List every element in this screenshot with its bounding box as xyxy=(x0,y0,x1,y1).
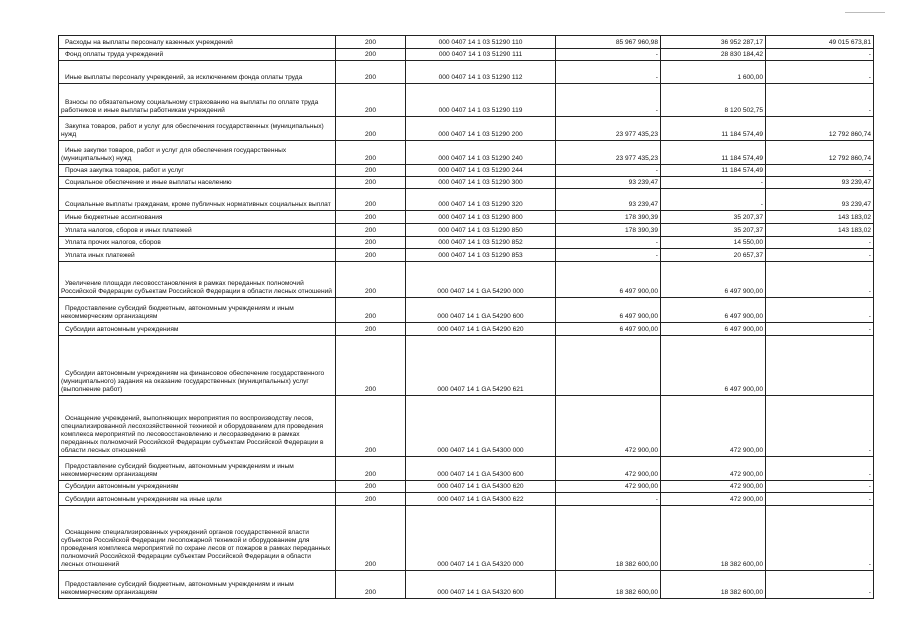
row-approved-text: 18 382 600,00 xyxy=(615,561,658,568)
row-kbk-text: 000 0407 14 1 GA 54300 600 xyxy=(437,471,524,478)
row-code-text: 200 xyxy=(364,155,376,162)
row-executed-text: 18 382 600,00 xyxy=(720,589,763,596)
row-executed-text: 472 900,00 xyxy=(729,496,763,503)
row-name-text: Взносы по обязательному социальному страхованию на выплаты по оплате труда работников и иные выплаты работникам учреждений xyxy=(61,99,319,114)
row-approved xyxy=(556,49,661,61)
row-name xyxy=(59,36,336,49)
row-unexecuted xyxy=(766,61,874,84)
row-code xyxy=(336,323,406,336)
table-row xyxy=(59,262,874,298)
row-unexecuted xyxy=(766,117,874,141)
row-executed-text: 6 497 900,00 xyxy=(724,313,763,320)
row-approved-text: 472 900,00 xyxy=(624,447,658,454)
row-executed-text: 35 207,37 xyxy=(733,214,763,221)
row-name-text: Оснащение учреждений, выполняющих мероприятия по воспроизводству лесов, специализированной лесохозяйственной техникой и оборудованием для проведения комплекса мероприятий по лесовосстановлению и лесоразведению в рамках переданных полномочий Российской Федерации субъектам Российской Федерации в области лесных отношений xyxy=(61,415,324,454)
scan-artifact xyxy=(845,12,885,13)
row-executed-text: 472 900,00 xyxy=(729,447,763,454)
row-code xyxy=(336,493,406,506)
row-code xyxy=(336,457,406,481)
row-approved-text: 178 390,39 xyxy=(624,227,658,234)
row-unexecuted-text: - xyxy=(868,74,871,81)
row-unexecuted xyxy=(766,49,874,61)
row-kbk xyxy=(406,396,556,457)
row-kbk xyxy=(406,224,556,237)
row-name-text: Иные бюджетные ассигнования xyxy=(65,214,163,221)
row-name xyxy=(59,249,336,262)
row-name-text: Субсидии автономным учреждениям xyxy=(65,483,179,490)
row-kbk xyxy=(406,336,556,396)
row-kbk-text: 000 0407 14 1 GA 54290 600 xyxy=(437,313,524,320)
row-executed xyxy=(661,61,766,84)
row-unexecuted xyxy=(766,249,874,262)
row-code-text: 200 xyxy=(364,239,376,246)
row-executed xyxy=(661,571,766,599)
row-unexecuted xyxy=(766,141,874,165)
row-executed xyxy=(661,481,766,493)
row-approved-text: - xyxy=(655,74,658,81)
row-kbk-text: 000 0407 14 1 GA 54290 621 xyxy=(437,386,524,393)
table-row xyxy=(59,177,874,189)
row-name-text: Субсидии автономным учреждениям xyxy=(65,326,179,333)
row-kbk xyxy=(406,493,556,506)
row-unexecuted-text: - xyxy=(868,471,871,478)
row-unexecuted xyxy=(766,262,874,298)
row-code-text: 200 xyxy=(364,39,376,46)
row-kbk-text: 000 0407 14 1 03 51290 111 xyxy=(438,51,523,58)
row-name-text: Фонд оплаты труда учреждений xyxy=(65,51,164,58)
row-code-text: 200 xyxy=(364,483,376,490)
row-name-text: Предоставление субсидий бюджетным, автономным учреждениям и иным некоммерческим организациям xyxy=(61,305,294,320)
row-kbk-text: 000 0407 14 1 GA 54320 600 xyxy=(437,589,524,596)
row-code-text: 200 xyxy=(364,227,376,234)
row-code xyxy=(336,336,406,396)
row-name-text: Уплата прочих налогов, сборов xyxy=(65,239,161,246)
row-approved-text: - xyxy=(655,239,658,246)
row-name-text: Уплата налогов, сборов и иных платежей xyxy=(65,227,192,234)
row-name xyxy=(59,189,336,211)
row-approved xyxy=(556,571,661,599)
row-code xyxy=(336,506,406,571)
row-kbk-text: 000 0407 14 1 03 51290 320 xyxy=(438,201,523,208)
row-name xyxy=(59,84,336,117)
row-unexecuted xyxy=(766,189,874,211)
row-code-text: 200 xyxy=(364,131,376,138)
row-name xyxy=(59,298,336,323)
row-name xyxy=(59,493,336,506)
row-executed-text: 6 497 900,00 xyxy=(724,386,763,393)
row-executed xyxy=(661,36,766,49)
row-executed xyxy=(661,298,766,323)
row-code xyxy=(336,49,406,61)
row-approved xyxy=(556,165,661,177)
row-kbk-text: 000 0407 14 1 GA 54320 000 xyxy=(437,561,524,568)
row-approved-text: 6 497 900,00 xyxy=(619,313,658,320)
row-code xyxy=(336,165,406,177)
row-executed xyxy=(661,165,766,177)
row-approved-text: - xyxy=(655,51,658,58)
row-unexecuted-text: - xyxy=(868,239,871,246)
row-code-text: 200 xyxy=(364,201,376,208)
row-executed xyxy=(661,211,766,224)
row-code xyxy=(336,141,406,165)
row-executed-text: 11 184 574,49 xyxy=(721,131,763,138)
row-unexecuted xyxy=(766,298,874,323)
row-executed-text: - xyxy=(760,201,763,208)
row-code-text: 200 xyxy=(364,471,376,478)
row-executed-text: 472 900,00 xyxy=(729,483,763,490)
row-kbk xyxy=(406,36,556,49)
row-executed-text: - xyxy=(760,179,763,186)
row-kbk xyxy=(406,571,556,599)
table-row xyxy=(59,211,874,224)
row-kbk xyxy=(406,481,556,493)
row-executed xyxy=(661,396,766,457)
row-kbk-text: 000 0407 14 1 03 51290 119 xyxy=(438,107,523,114)
row-code-text: 200 xyxy=(364,496,376,503)
row-name xyxy=(59,396,336,457)
row-name xyxy=(59,237,336,249)
row-unexecuted-text: - xyxy=(868,51,871,58)
row-name xyxy=(59,117,336,141)
row-executed-text: 18 382 600,00 xyxy=(720,561,763,568)
row-approved xyxy=(556,506,661,571)
row-executed-text: 472 900,00 xyxy=(729,471,763,478)
table-row xyxy=(59,457,874,481)
row-name xyxy=(59,481,336,493)
row-approved-text: - xyxy=(655,167,658,174)
row-approved xyxy=(556,177,661,189)
row-unexecuted-text: - xyxy=(868,447,871,454)
table-row xyxy=(59,117,874,141)
table-row xyxy=(59,481,874,493)
row-approved xyxy=(556,262,661,298)
row-unexecuted-text: 143 183,02 xyxy=(837,214,871,221)
row-unexecuted-text: - xyxy=(868,589,871,596)
table-row xyxy=(59,49,874,61)
row-kbk-text: 000 0407 14 1 GA 54290 620 xyxy=(437,326,524,333)
row-name-text: Социальное обеспечение и иные выплаты населению xyxy=(65,179,232,186)
row-approved xyxy=(556,249,661,262)
row-kbk-text: 000 0407 14 1 03 51290 112 xyxy=(438,74,523,81)
row-code xyxy=(336,84,406,117)
row-name xyxy=(59,141,336,165)
row-kbk-text: 000 0407 14 1 GA 54300 620 xyxy=(437,483,524,490)
row-unexecuted-text: - xyxy=(868,561,871,568)
row-kbk xyxy=(406,141,556,165)
row-code xyxy=(336,61,406,84)
row-code xyxy=(336,262,406,298)
table-row xyxy=(59,165,874,177)
row-executed xyxy=(661,141,766,165)
row-kbk xyxy=(406,237,556,249)
row-approved xyxy=(556,457,661,481)
row-unexecuted-text: - xyxy=(868,252,871,259)
row-approved-text: 18 382 600,00 xyxy=(615,589,658,596)
table-row xyxy=(59,298,874,323)
row-executed xyxy=(661,84,766,117)
row-kbk-text: 000 0407 14 1 03 51290 110 xyxy=(438,39,523,46)
row-unexecuted xyxy=(766,84,874,117)
row-approved-text: 23 977 435,23 xyxy=(615,131,658,138)
row-unexecuted-text: - xyxy=(868,288,871,295)
row-executed xyxy=(661,49,766,61)
table-row xyxy=(59,249,874,262)
row-unexecuted-text: - xyxy=(868,483,871,490)
row-code xyxy=(336,571,406,599)
row-unexecuted xyxy=(766,396,874,457)
row-unexecuted-text: - xyxy=(868,313,871,320)
row-approved xyxy=(556,237,661,249)
row-kbk xyxy=(406,506,556,571)
row-name xyxy=(59,211,336,224)
row-unexecuted xyxy=(766,336,874,396)
row-approved-text: 93 239,47 xyxy=(628,201,658,208)
row-kbk xyxy=(406,249,556,262)
row-unexecuted xyxy=(766,36,874,49)
row-unexecuted-text: 93 239,47 xyxy=(841,179,871,186)
row-name-text: Социальные выплаты гражданам, кроме публичных нормативных социальных выплат xyxy=(65,201,331,208)
row-approved xyxy=(556,396,661,457)
row-name xyxy=(59,571,336,599)
row-approved xyxy=(556,224,661,237)
row-approved-text: 6 497 900,00 xyxy=(619,326,658,333)
row-kbk xyxy=(406,61,556,84)
row-kbk xyxy=(406,84,556,117)
row-kbk-text: 000 0407 14 1 03 51290 244 xyxy=(438,167,523,174)
row-approved xyxy=(556,298,661,323)
row-name-text: Предоставление субсидий бюджетным, автономным учреждениям и иным некоммерческим организациям xyxy=(61,463,294,478)
row-approved xyxy=(556,61,661,84)
row-kbk xyxy=(406,457,556,481)
table-row xyxy=(59,141,874,165)
row-name-text: Прочая закупка товаров, работ и услуг xyxy=(65,167,184,174)
table-row xyxy=(59,237,874,249)
row-name-text: Расходы на выплаты персоналу казенных учреждений xyxy=(65,39,233,46)
row-approved xyxy=(556,117,661,141)
row-code xyxy=(336,177,406,189)
row-name-text: Увеличение площади лесовосстановления в рамках переданных полномочий Российской Федерации субъектам Российской Федерации в области лесных отношений xyxy=(61,280,332,295)
row-unexecuted xyxy=(766,211,874,224)
row-name-text: Иные закупки товаров, работ и услуг для обеспечения государственных (муниципальных) нужд xyxy=(61,147,287,162)
row-name-text: Предоставление субсидий бюджетным, автономным учреждениям и иным некоммерческим организациям xyxy=(61,581,294,596)
row-code-text: 200 xyxy=(364,167,376,174)
row-approved xyxy=(556,481,661,493)
table-row xyxy=(59,396,874,457)
row-code xyxy=(336,36,406,49)
row-unexecuted-text: 93 239,47 xyxy=(841,201,871,208)
row-unexecuted-text: - xyxy=(868,167,871,174)
row-executed-text: 6 497 900,00 xyxy=(724,326,763,333)
row-approved-text: 6 497 900,00 xyxy=(619,288,658,295)
table-row xyxy=(59,36,874,49)
row-code-text: 200 xyxy=(364,326,376,333)
row-code-text: 200 xyxy=(364,252,376,259)
row-code xyxy=(336,211,406,224)
row-executed-text: 8 120 502,75 xyxy=(724,107,763,114)
row-executed xyxy=(661,506,766,571)
row-executed-text: 1 600,00 xyxy=(737,74,763,81)
row-name xyxy=(59,224,336,237)
row-approved xyxy=(556,336,661,396)
row-kbk-text: 000 0407 14 1 03 51290 240 xyxy=(438,155,523,162)
row-name-text: Субсидии автономным учреждениям на иные цели xyxy=(65,496,222,503)
row-code-text: 200 xyxy=(364,214,376,221)
table-row xyxy=(59,323,874,336)
row-executed xyxy=(661,189,766,211)
row-executed xyxy=(661,249,766,262)
row-name xyxy=(59,177,336,189)
row-executed xyxy=(661,323,766,336)
table-row xyxy=(59,224,874,237)
table-row xyxy=(59,571,874,599)
row-approved-text: 178 390,39 xyxy=(624,214,658,221)
row-kbk xyxy=(406,117,556,141)
row-code xyxy=(336,298,406,323)
row-kbk-text: 000 0407 14 1 03 51290 852 xyxy=(438,239,523,246)
row-executed-text: 11 184 574,49 xyxy=(721,155,763,162)
row-unexecuted-text: 12 792 860,74 xyxy=(828,131,871,138)
row-unexecuted-text: 49 015 673,81 xyxy=(828,39,871,46)
table-row xyxy=(59,336,874,396)
row-unexecuted xyxy=(766,237,874,249)
row-code-text: 200 xyxy=(364,447,376,454)
row-name xyxy=(59,457,336,481)
row-code xyxy=(336,224,406,237)
row-unexecuted xyxy=(766,323,874,336)
row-name xyxy=(59,506,336,571)
table-row xyxy=(59,61,874,84)
row-kbk xyxy=(406,49,556,61)
row-name xyxy=(59,262,336,298)
row-kbk-text: 000 0407 14 1 03 51290 800 xyxy=(438,214,523,221)
row-kbk xyxy=(406,211,556,224)
row-code xyxy=(336,396,406,457)
row-executed-text: 28 830 184,42 xyxy=(720,51,763,58)
row-approved-text: 472 900,00 xyxy=(624,471,658,478)
row-code xyxy=(336,117,406,141)
row-approved xyxy=(556,84,661,117)
row-unexecuted xyxy=(766,165,874,177)
row-unexecuted xyxy=(766,571,874,599)
row-code xyxy=(336,237,406,249)
row-unexecuted-text: - xyxy=(868,496,871,503)
row-name-text: Закупка товаров, работ и услуг для обеспечения государственных (муниципальных) нужд xyxy=(61,123,324,138)
row-approved xyxy=(556,211,661,224)
row-name-text: Субсидии автономным учреждениям на финансовое обеспечение государственного (муниципального) задания на оказание государственных (муниципальных) услуг (выполнение работ) xyxy=(61,370,325,393)
row-executed-text: 20 657,37 xyxy=(733,252,763,259)
row-kbk-text: 000 0407 14 1 03 51290 200 xyxy=(438,131,523,138)
row-kbk-text: 000 0407 14 1 GA 54300 000 xyxy=(437,447,524,454)
row-kbk xyxy=(406,165,556,177)
row-name xyxy=(59,49,336,61)
row-executed-text: 35 207,37 xyxy=(733,227,763,234)
row-approved-text: 23 977 435,23 xyxy=(615,155,658,162)
row-code xyxy=(336,249,406,262)
row-kbk-text: 000 0407 14 1 GA 54290 000 xyxy=(437,288,524,295)
row-name-text: Уплата иных платежей xyxy=(65,252,135,259)
row-unexecuted xyxy=(766,177,874,189)
row-unexecuted-text: - xyxy=(868,107,871,114)
row-executed xyxy=(661,262,766,298)
row-approved-text: - xyxy=(655,252,658,259)
row-approved xyxy=(556,323,661,336)
row-kbk xyxy=(406,189,556,211)
row-approved xyxy=(556,36,661,49)
table-row xyxy=(59,506,874,571)
row-code xyxy=(336,189,406,211)
budget-table xyxy=(58,35,874,599)
table-row xyxy=(59,493,874,506)
row-approved xyxy=(556,189,661,211)
row-code-text: 200 xyxy=(364,74,376,81)
row-executed xyxy=(661,336,766,396)
row-name xyxy=(59,165,336,177)
row-kbk-text: 000 0407 14 1 GA 54300 622 xyxy=(437,496,524,503)
row-executed xyxy=(661,493,766,506)
row-name-text: Оснащение специализированных учреждений органов государственной власти субъектов Российской Федерации лесопожарной техникой и оборудованием для проведения комплекса мероприятий по охране лесов от пожаров в рамках переданных полномочий Российской Федерации субъектам Российской Федерации в области лесных отношений xyxy=(61,529,331,568)
row-name xyxy=(59,61,336,84)
row-name-text: Иные выплаты персоналу учреждений, за исключением фонда оплаты труда xyxy=(65,74,303,81)
row-approved-text: 93 239,47 xyxy=(628,179,658,186)
row-kbk-text: 000 0407 14 1 03 51290 300 xyxy=(438,179,523,186)
row-code-text: 200 xyxy=(364,51,376,58)
row-code-text: 200 xyxy=(364,561,376,568)
row-approved xyxy=(556,141,661,165)
row-kbk-text: 000 0407 14 1 03 51290 853 xyxy=(438,252,523,259)
row-executed xyxy=(661,177,766,189)
row-kbk xyxy=(406,177,556,189)
row-kbk-text: 000 0407 14 1 03 51290 850 xyxy=(438,227,523,234)
row-code-text: 200 xyxy=(364,107,376,114)
row-unexecuted xyxy=(766,457,874,481)
row-approved-text: 472 900,00 xyxy=(624,483,658,490)
row-approved-text: - xyxy=(655,496,658,503)
row-executed-text: 36 952 287,17 xyxy=(720,39,763,46)
row-approved-text: 85 967 960,98 xyxy=(615,39,658,46)
row-kbk xyxy=(406,323,556,336)
row-kbk xyxy=(406,262,556,298)
row-approved-text: - xyxy=(655,107,658,114)
row-name xyxy=(59,336,336,396)
row-executed xyxy=(661,237,766,249)
row-executed-text: 11 184 574,49 xyxy=(721,167,763,174)
row-code xyxy=(336,481,406,493)
row-kbk xyxy=(406,298,556,323)
row-executed xyxy=(661,457,766,481)
row-executed-text: 14 550,00 xyxy=(733,239,763,246)
row-unexecuted-text: 12 792 860,74 xyxy=(828,155,871,162)
row-code-text: 200 xyxy=(364,589,376,596)
row-code-text: 200 xyxy=(364,288,376,295)
row-unexecuted xyxy=(766,224,874,237)
row-unexecuted xyxy=(766,481,874,493)
row-unexecuted xyxy=(766,506,874,571)
row-name xyxy=(59,323,336,336)
table-row xyxy=(59,84,874,117)
row-unexecuted xyxy=(766,493,874,506)
row-approved xyxy=(556,493,661,506)
row-code-text: 200 xyxy=(364,313,376,320)
row-executed xyxy=(661,117,766,141)
row-unexecuted-text: 143 183,02 xyxy=(837,227,871,234)
row-unexecuted-text: - xyxy=(868,326,871,333)
row-code-text: 200 xyxy=(364,179,376,186)
row-executed xyxy=(661,224,766,237)
row-code-text: 200 xyxy=(364,386,376,393)
row-executed-text: 6 497 900,00 xyxy=(724,288,763,295)
table-row xyxy=(59,189,874,211)
